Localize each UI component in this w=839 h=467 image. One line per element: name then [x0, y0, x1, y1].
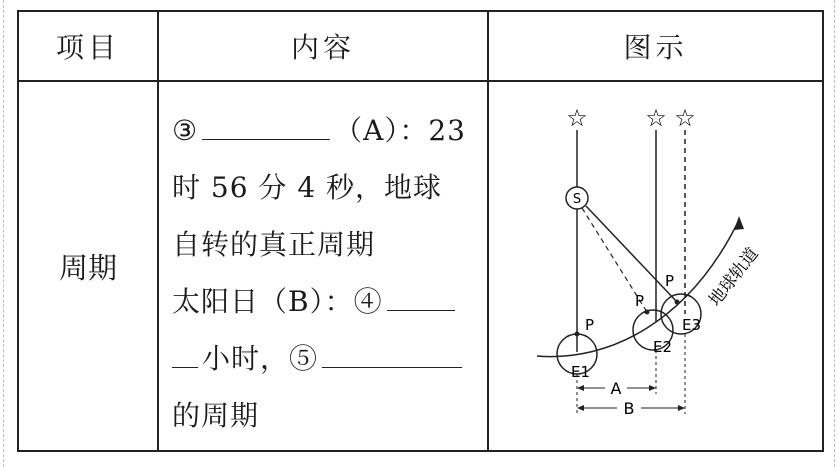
star-icon: ☆: [645, 104, 667, 132]
fill-blank-5: [322, 337, 462, 368]
header-item: 项目: [18, 11, 158, 81]
solar-day-label: 太阳日（B）：④: [172, 285, 383, 318]
measure-b-label: B: [623, 399, 635, 418]
content-line-3: 自转的真正周期: [172, 228, 376, 261]
content-line-6: 的周期: [172, 399, 260, 432]
page-right-dashed-border: [834, 0, 835, 467]
arrow-right-icon: [678, 405, 685, 411]
item-period: 周期: [18, 81, 158, 451]
content-cell: [158, 81, 488, 451]
content-line-4: [172, 273, 487, 330]
figure-cell: [488, 81, 823, 451]
period-row: [18, 81, 823, 451]
arrow-left-icon: [577, 385, 584, 391]
content-line-2: 时 56 分 4 秒，地球: [172, 171, 443, 204]
p-label-e2: P: [635, 292, 645, 310]
header-content: 内容: [158, 11, 488, 81]
fill-blank-4: [387, 280, 455, 311]
header-figure: 图示: [488, 11, 823, 81]
star-icon: ☆: [674, 104, 696, 132]
page-left-dashed-border: [3, 0, 4, 467]
header-row: [18, 11, 823, 81]
star-icon: ☆: [566, 104, 588, 132]
content-line-1: [172, 102, 487, 159]
fill-blank-3: [202, 109, 330, 140]
e3-label: E3: [682, 316, 702, 334]
fill-blank-4-cont: [172, 337, 198, 368]
rotation-diagram: [489, 82, 822, 446]
circled-number-3: ③: [172, 114, 199, 147]
e1-label: E1: [571, 363, 591, 381]
point-p-e1: [575, 332, 580, 337]
sidereal-day-label: （A）：23: [334, 114, 466, 147]
p-label-e1: P: [585, 316, 595, 334]
point-p-e2: [645, 310, 650, 315]
e2-label: E2: [653, 338, 673, 356]
measure-a-label: A: [610, 379, 622, 398]
point-p-e3: [675, 300, 680, 305]
orbit-label: 地球轨道: [705, 244, 763, 311]
orbit-arrow-icon: [734, 216, 744, 230]
sun-label: S: [572, 192, 582, 207]
p-label-e3: P: [665, 272, 675, 290]
arrow-right-icon: [649, 385, 656, 391]
arrow-left-icon: [577, 405, 584, 411]
period-table: [17, 10, 824, 452]
content-line-5: [172, 330, 487, 387]
hours-label: 小时，⑤: [202, 342, 319, 375]
